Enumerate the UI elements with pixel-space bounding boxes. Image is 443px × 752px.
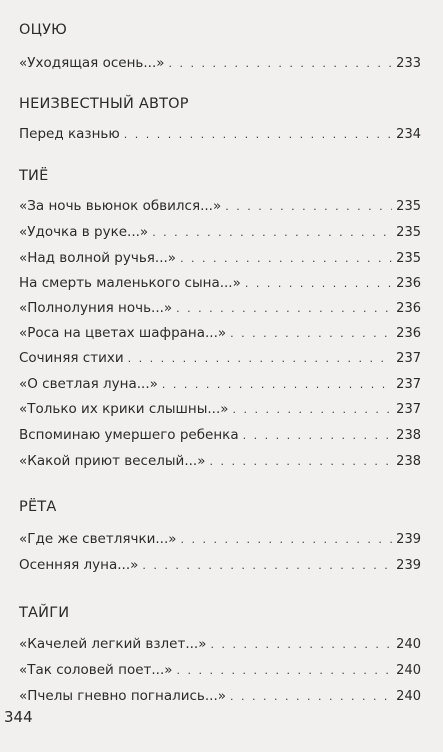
dot-leader <box>176 302 392 315</box>
entry-title: «Где же светлячки...» <box>19 531 177 547</box>
dot-leader <box>124 128 392 141</box>
entry-page-number: 234 <box>396 127 421 142</box>
toc-entry[interactable] <box>19 636 421 652</box>
dot-leader <box>169 57 393 70</box>
section-title-taigi: ТАЙГИ <box>19 605 70 621</box>
toc-entry[interactable] <box>19 198 421 214</box>
entry-title: «Уходящая осень...» <box>19 55 165 71</box>
toc-entry[interactable] <box>19 325 421 341</box>
entry-page-number: 233 <box>396 56 421 71</box>
entry-title: «О светлая луна...» <box>19 376 158 392</box>
entry-title: Осенняя луна...» <box>19 557 139 573</box>
dot-leader <box>245 277 392 290</box>
dot-leader <box>230 690 392 703</box>
entry-title: «За ночь вьюнок обвился...» <box>19 198 222 214</box>
dot-leader <box>225 200 392 213</box>
section-title-otsuyu: ОЦУЮ <box>19 22 67 38</box>
entry-title: Вспоминаю умершего ребенка <box>19 427 239 443</box>
entry-title: «Над волной ручья...» <box>19 250 177 266</box>
toc-entry[interactable] <box>19 350 421 366</box>
entry-title: «Роса на цветах шафрана...» <box>19 325 227 341</box>
dot-leader <box>142 559 392 572</box>
toc-entry[interactable] <box>19 224 421 240</box>
entry-page-number: 239 <box>396 532 421 547</box>
toc-entry[interactable] <box>19 662 421 678</box>
section-title-tiyo: ТИЁ <box>19 168 49 184</box>
entry-title: «Удочка в руке...» <box>19 224 149 240</box>
entry-page-number: 235 <box>396 199 421 214</box>
entry-title: Сочиняя стихи <box>19 350 124 366</box>
entry-title: «Полнолуния ночь...» <box>19 300 173 316</box>
toc-entry[interactable] <box>19 557 421 573</box>
toc-entry[interactable] <box>19 453 421 469</box>
entry-title: Перед казнью <box>19 126 120 142</box>
dot-leader <box>230 327 392 340</box>
entry-page-number: 237 <box>396 351 421 366</box>
dot-leader <box>162 378 392 391</box>
entry-page-number: 240 <box>396 663 421 678</box>
section-title-ryota: РЁТА <box>19 499 57 515</box>
toc-entry[interactable] <box>19 531 421 547</box>
entry-page-number: 238 <box>396 428 421 443</box>
entry-page-number: 236 <box>396 326 421 341</box>
toc-entry[interactable] <box>19 688 421 704</box>
toc-entry[interactable] <box>19 401 421 417</box>
toc-entry[interactable] <box>19 126 421 142</box>
entry-page-number: 238 <box>396 454 421 469</box>
entry-page-number: 240 <box>396 637 421 652</box>
entry-page-number: 235 <box>396 251 421 266</box>
toc-entry[interactable] <box>19 55 421 71</box>
entry-page-number: 236 <box>396 301 421 316</box>
toc-entry[interactable] <box>19 300 421 316</box>
entry-title: «Какой приют веселый...» <box>19 453 206 469</box>
dot-leader <box>152 226 392 239</box>
entry-page-number: 236 <box>396 276 421 291</box>
dot-leader <box>243 429 393 442</box>
dot-leader <box>181 533 393 546</box>
dot-leader <box>128 352 393 365</box>
entry-title: «Пчелы гневно погнались...» <box>19 688 227 704</box>
entry-page-number: 240 <box>396 689 421 704</box>
entry-page-number: 237 <box>396 402 421 417</box>
toc-entry[interactable] <box>19 275 421 291</box>
dot-leader <box>233 403 393 416</box>
entry-title: На смерть маленького сына...» <box>19 275 241 291</box>
toc-entry[interactable] <box>19 250 421 266</box>
dot-leader <box>210 638 392 651</box>
dot-leader <box>177 664 393 677</box>
page-number: 344 <box>4 708 33 726</box>
dot-leader <box>209 455 392 468</box>
entry-page-number: 239 <box>396 558 421 573</box>
toc-entry[interactable] <box>19 427 421 443</box>
dot-leader <box>180 252 392 265</box>
entry-page-number: 235 <box>396 225 421 240</box>
section-title-unknown-author: НЕИЗВЕСТНЫЙ АВТОР <box>19 96 189 112</box>
entry-title: «Так соловей поет...» <box>19 662 173 678</box>
entry-page-number: 237 <box>396 377 421 392</box>
entry-title: «Только их крики слышны...» <box>19 401 229 417</box>
entry-title: «Качелей легкий взлет...» <box>19 636 207 652</box>
toc-entry[interactable] <box>19 376 421 392</box>
